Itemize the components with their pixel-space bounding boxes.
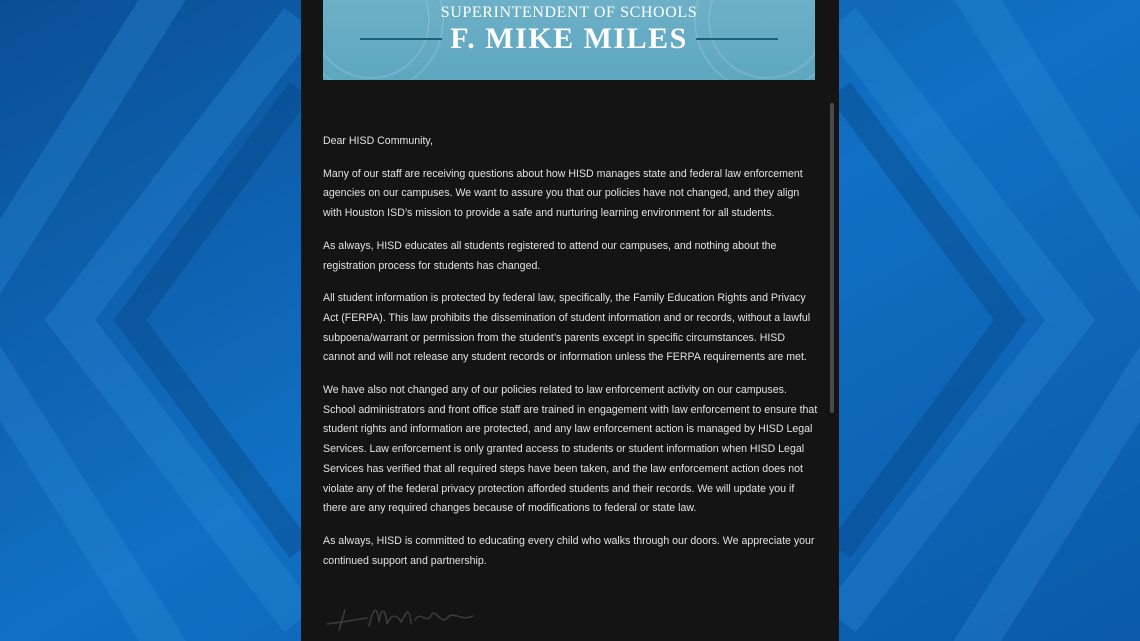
letter-paragraph: As always, HISD educates all students registered to attend our campuses, and nothing about the registration process for students has changed. <box>323 239 777 272</box>
letter-paragraph: All student information is protected by federal law, specifically, the Family Education Rights and Privacy Act (FERPA). This law prohibits the dissemination of student information and or records, without a lawful subpoena/warrant or permission from the student’s parents except in specific circumstances. HISD cannot and will not release any student records or information unless the FERPA requirements are met. <box>323 292 811 364</box>
banner-subtitle: SUPERINTENDENT OF SCHOOLS <box>440 4 698 21</box>
letter-paragraph: As always, HISD is committed to educating every child who walks through our doors. We appreciate your continued support and partnership. <box>323 534 815 567</box>
letter-paragraph: We have also not changed any of our policies related to law enforcement activity on our campuses. School administrators and front office staff are trained in engagement with law enforcement to ensure that student rights and information are protected, and any law enforcement action is managed by HISD Legal Services. Law enforcement is only granted access to students or student information when HISD Legal Services has verified that all required steps have been taken, and the law enforcement action does not violate any of the federal privacy protection afforded students and their records. We will update you if there are any required changes because of modifications to federal or state law. <box>323 384 818 515</box>
superintendent-banner <box>323 0 815 80</box>
handwritten-signature <box>323 596 483 636</box>
letter-body <box>323 132 819 584</box>
scrollbar-thumb[interactable] <box>830 103 834 413</box>
letter-salutation: Dear HISD Community, <box>323 135 433 147</box>
letter-paragraph: Many of our staff are receiving questions about how HISD manages state and federal law enforcement agencies on our campuses. We want to assure you that our policies have not changed, and they align with Houston ISD’s mission to provide a safe and nurturing learning environment for all students. <box>323 167 803 220</box>
superintendent-name: F. MIKE MILES <box>450 22 688 55</box>
banner-rule-right <box>696 38 778 40</box>
banner-rule-left <box>360 38 442 40</box>
banner-name-row <box>323 22 815 56</box>
letter-document <box>301 0 839 641</box>
